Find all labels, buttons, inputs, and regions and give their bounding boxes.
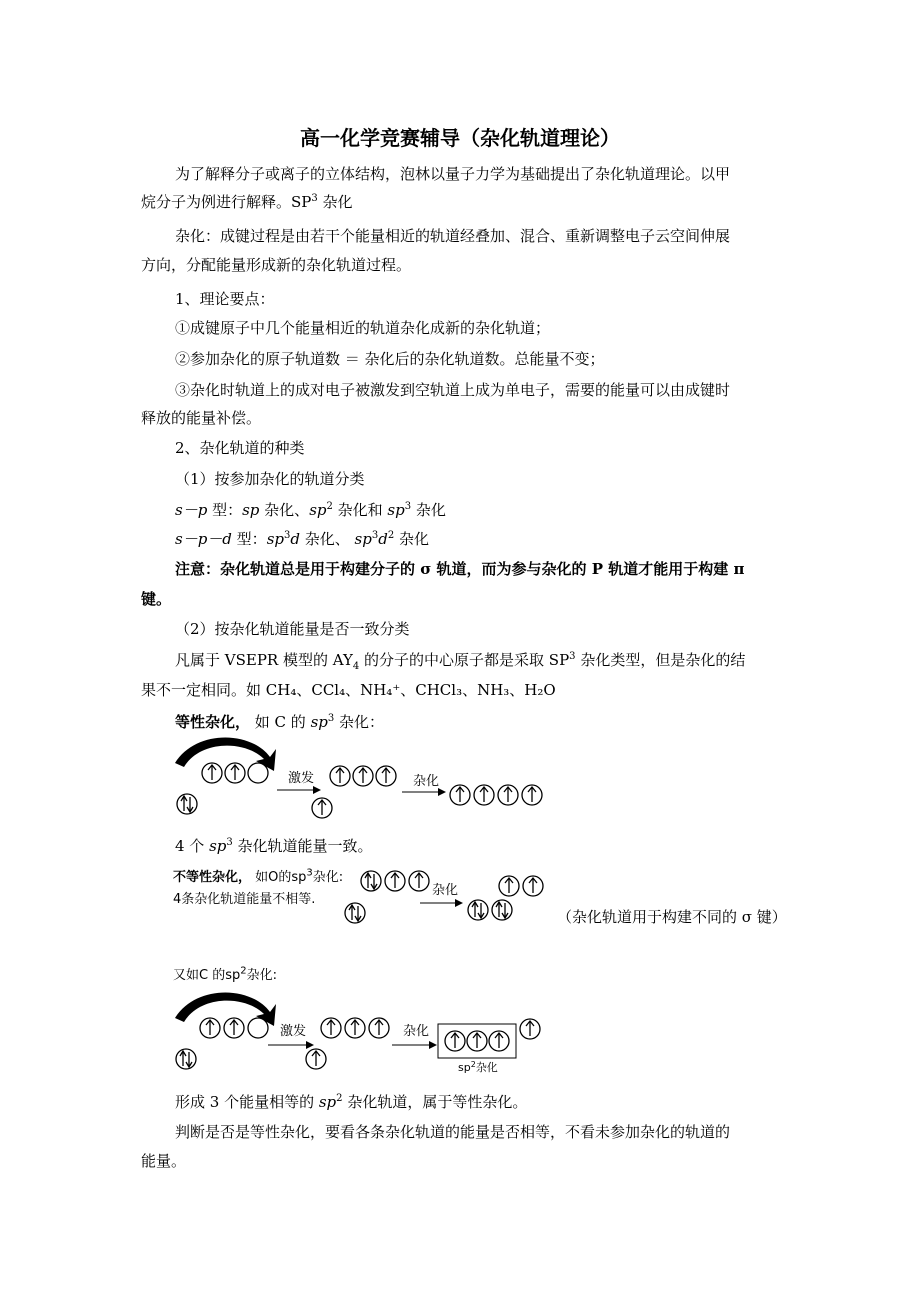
o-2p-orbitals bbox=[345, 871, 429, 923]
conclusion-line-2: 判断是否是等性杂化，要看各条杂化轨道的能量是否相等，不看未参加杂化的轨道的 bbox=[175, 1123, 731, 1141]
orbital-circle bbox=[248, 763, 268, 783]
definition-line-1: 杂化：成键过程是由若干个能量相近的轨道经叠加、混合、重新调整电子云空间伸展 bbox=[175, 227, 731, 245]
orbital-row-2p bbox=[202, 763, 268, 783]
vsepr-line-1: 凡属于 VSEPR 模型的 $AY_4$ 的分子的中心原子都是采取 $SP^3$ 杂化类型，但是杂化的结 bbox=[175, 651, 746, 672]
excitation-curve-arrow-icon bbox=[175, 737, 276, 771]
sp2-example-label: 又如C 的$sp^2$杂化: bbox=[173, 965, 278, 983]
hybrid-label: 杂化 bbox=[413, 774, 440, 789]
sp2-box-label: $sp^2$杂化 bbox=[458, 1060, 498, 1074]
c-2p-orbitals bbox=[176, 1018, 268, 1069]
section2-heading: 2、杂化轨道的种类 bbox=[175, 439, 305, 457]
excite-label: 激发 bbox=[288, 771, 315, 786]
definition-line-2: 方向，分配能量形成新的杂化轨道过程。 bbox=[141, 256, 412, 274]
equal-hybridization-diagram bbox=[170, 735, 560, 820]
equal-hybrid-line: 等性杂化， 如 C 的 $sp^3$ 杂化： bbox=[175, 713, 385, 731]
sp2-hybridization-diagram bbox=[170, 988, 550, 1078]
page-title: 高一化学竞赛辅导（杂化轨道理论） bbox=[300, 126, 620, 150]
section1-heading: 1、理论要点： bbox=[175, 290, 275, 308]
c-excited-orbitals bbox=[306, 1018, 389, 1069]
intro-line-2: 烷分子为例进行解释。$SP^3$ 杂化 bbox=[141, 193, 353, 211]
hybrid-label: 杂化 bbox=[403, 1024, 430, 1039]
intro-line-1: 为了解释分子或离子的立体结构，泡林以量子力学为基础提出了杂化轨道理论。以甲 bbox=[175, 165, 731, 183]
unequal-hybridization-diagram bbox=[340, 862, 560, 932]
excitation-curve-arrow-icon bbox=[175, 992, 276, 1026]
excite-label: 激发 bbox=[280, 1024, 307, 1039]
spd-type-line: s－p－d 型：$sp^3d$ 杂化、 $sp^3d^2$ 杂化 bbox=[175, 530, 429, 548]
orbital-row-sp3 bbox=[450, 785, 542, 805]
equal-result-line: 4 个 $sp^3$ 杂化轨道能量一致。 bbox=[175, 837, 373, 855]
classification-2: （2）按杂化轨道能量是否一致分类 bbox=[175, 620, 410, 638]
theory-point-3-cont: 释放的能量补偿。 bbox=[141, 409, 262, 427]
note-line-1: 注意：杂化轨道总是用于构建分子的 σ 轨道，而为参与杂化的 P 轨道才能用于构建 π bbox=[175, 560, 745, 578]
unequal-hybrid-label: 不等性杂化， 如O的$sp^3$杂化: bbox=[173, 867, 344, 885]
sigma-bond-note: （杂化轨道用于构建不同的 σ 键） bbox=[557, 908, 787, 926]
orbital-row-excited bbox=[312, 766, 396, 818]
hybrid-label: 杂化 bbox=[432, 883, 459, 898]
theory-point-3: ③杂化时轨道上的成对电子被激发到空轨道上成为单电子，需要的能量可以由成键时 bbox=[175, 381, 731, 399]
theory-point-2: ②参加杂化的原子轨道数 ＝ 杂化后的杂化轨道数。总能量不变； bbox=[175, 350, 605, 368]
conclusion-line-1: 形成 3 个能量相等的 $sp^2$ 杂化轨道，属于等性杂化。 bbox=[175, 1093, 528, 1111]
sp-type-line: s－p 型：sp 杂化、$sp^2$ 杂化和 $sp^3$ 杂化 bbox=[175, 501, 446, 519]
classification-1: （1）按参加杂化的轨道分类 bbox=[175, 470, 365, 488]
orbital-2s-paired bbox=[177, 794, 197, 814]
vsepr-line-2: 果不一定相同。如 CH₄、CCl₄、NH₄⁺、CHCl₃、NH₃、H₂O bbox=[141, 681, 556, 699]
note-line-2: 键。 bbox=[141, 590, 172, 608]
conclusion-line-3: 能量。 bbox=[141, 1152, 187, 1170]
theory-point-1: ①成键原子中几个能量相近的轨道杂化成新的杂化轨道； bbox=[175, 319, 551, 337]
unequal-energy-note: 4条杂化轨道能量不相等. bbox=[173, 892, 316, 907]
o-sp3-orbitals bbox=[468, 876, 543, 920]
